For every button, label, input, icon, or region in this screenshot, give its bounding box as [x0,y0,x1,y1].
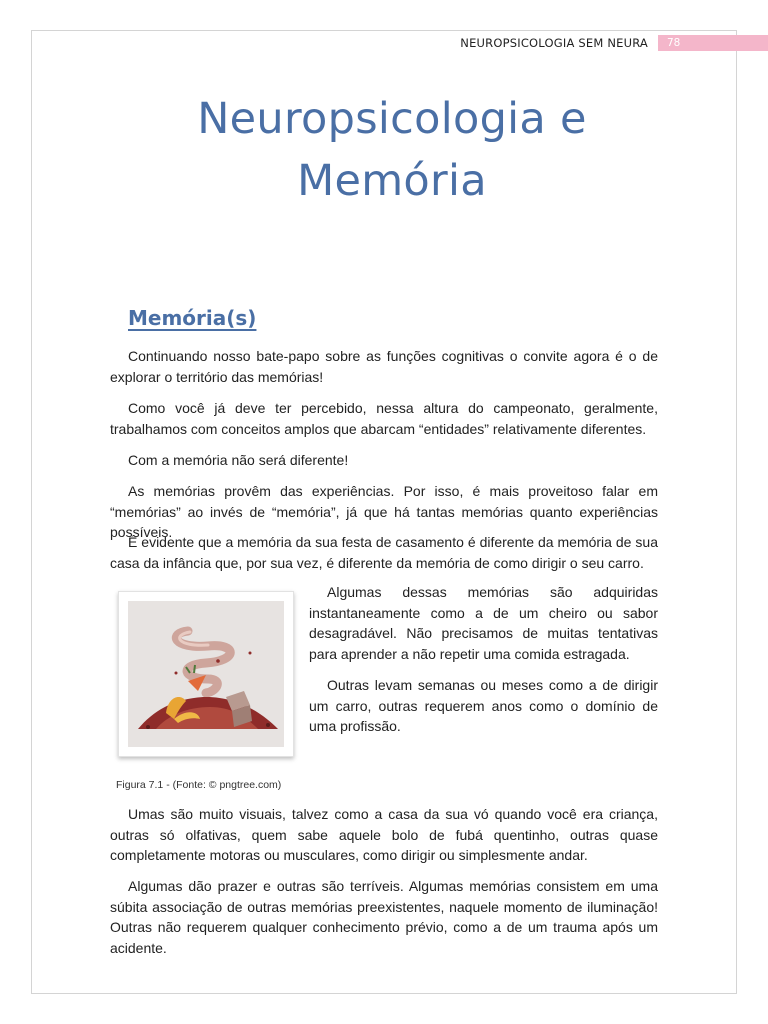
section-heading: Memória(s) [128,306,257,330]
paragraph-5: É evidente que a memória da sua festa de casamento é diferente da memória de sua casa da infância que, por sua vez, é diferente da memória de como dirigir o seu carro. [110,534,658,571]
figure-caption: Figura 7.1 - (Fonte: © pngtree.com) [116,779,282,791]
paragraph-6: Algumas dessas memórias são adquiridas instantaneamente como a de um cheiro ou sabor desagradável. Não precisamos de muitas tentativas para aprender a não repetir uma comida estragada. [309,584,658,662]
page-number: 78 [658,35,768,51]
paragraph-8: Umas são muito visuais, talvez como a casa da sua vó quando você era criança, outras só olfativas, quem sabe aquele bolo de fubá quentinho, outras quase completamente motoras ou musculares, como dirigir ou simplesmente andar. [110,806,658,863]
garbage-pile-illustration [128,601,284,747]
paragraph-7: Outras levam semanas ou meses como a de dirigir um carro, outras requerem anos como o domínio de uma profissão. [309,677,658,734]
paragraph-2: Como você já deve ter percebido, nessa altura do campeonato, geralmente, trabalhamos com conceitos amplos que abarcam “entidades” relativamente diferentes. [110,400,658,437]
paragraph-1: Continuando nosso bate-papo sobre as funções cognitivas o convite agora é o de explorar o território das memórias! [110,348,658,385]
chapter-title-line-2: Memória [297,156,487,206]
chapter-title-line-1: Neuropsicologia e [197,94,587,144]
chapter-title [0,88,768,212]
paragraph-9: Algumas dão prazer e outras são terríveis. Algumas memórias consistem em uma súbita associação de outras memórias preexistentes, naquele momento de iluminação! Outras não requerem qualquer conhecimento prévio, como a de um trauma após um acidente. [110,878,658,956]
paragraph-4: As memórias provêm das experiências. Por isso, é mais proveitoso falar em “memórias” ao invés de “memória”, já que há tantas memórias quanto experiências possíveis. [110,483,658,540]
running-header: NEUROPSICOLOGIA SEM NEURA [460,36,648,50]
paragraph-3: Com a memória não será diferente! [128,452,349,468]
figure-image [118,591,294,757]
